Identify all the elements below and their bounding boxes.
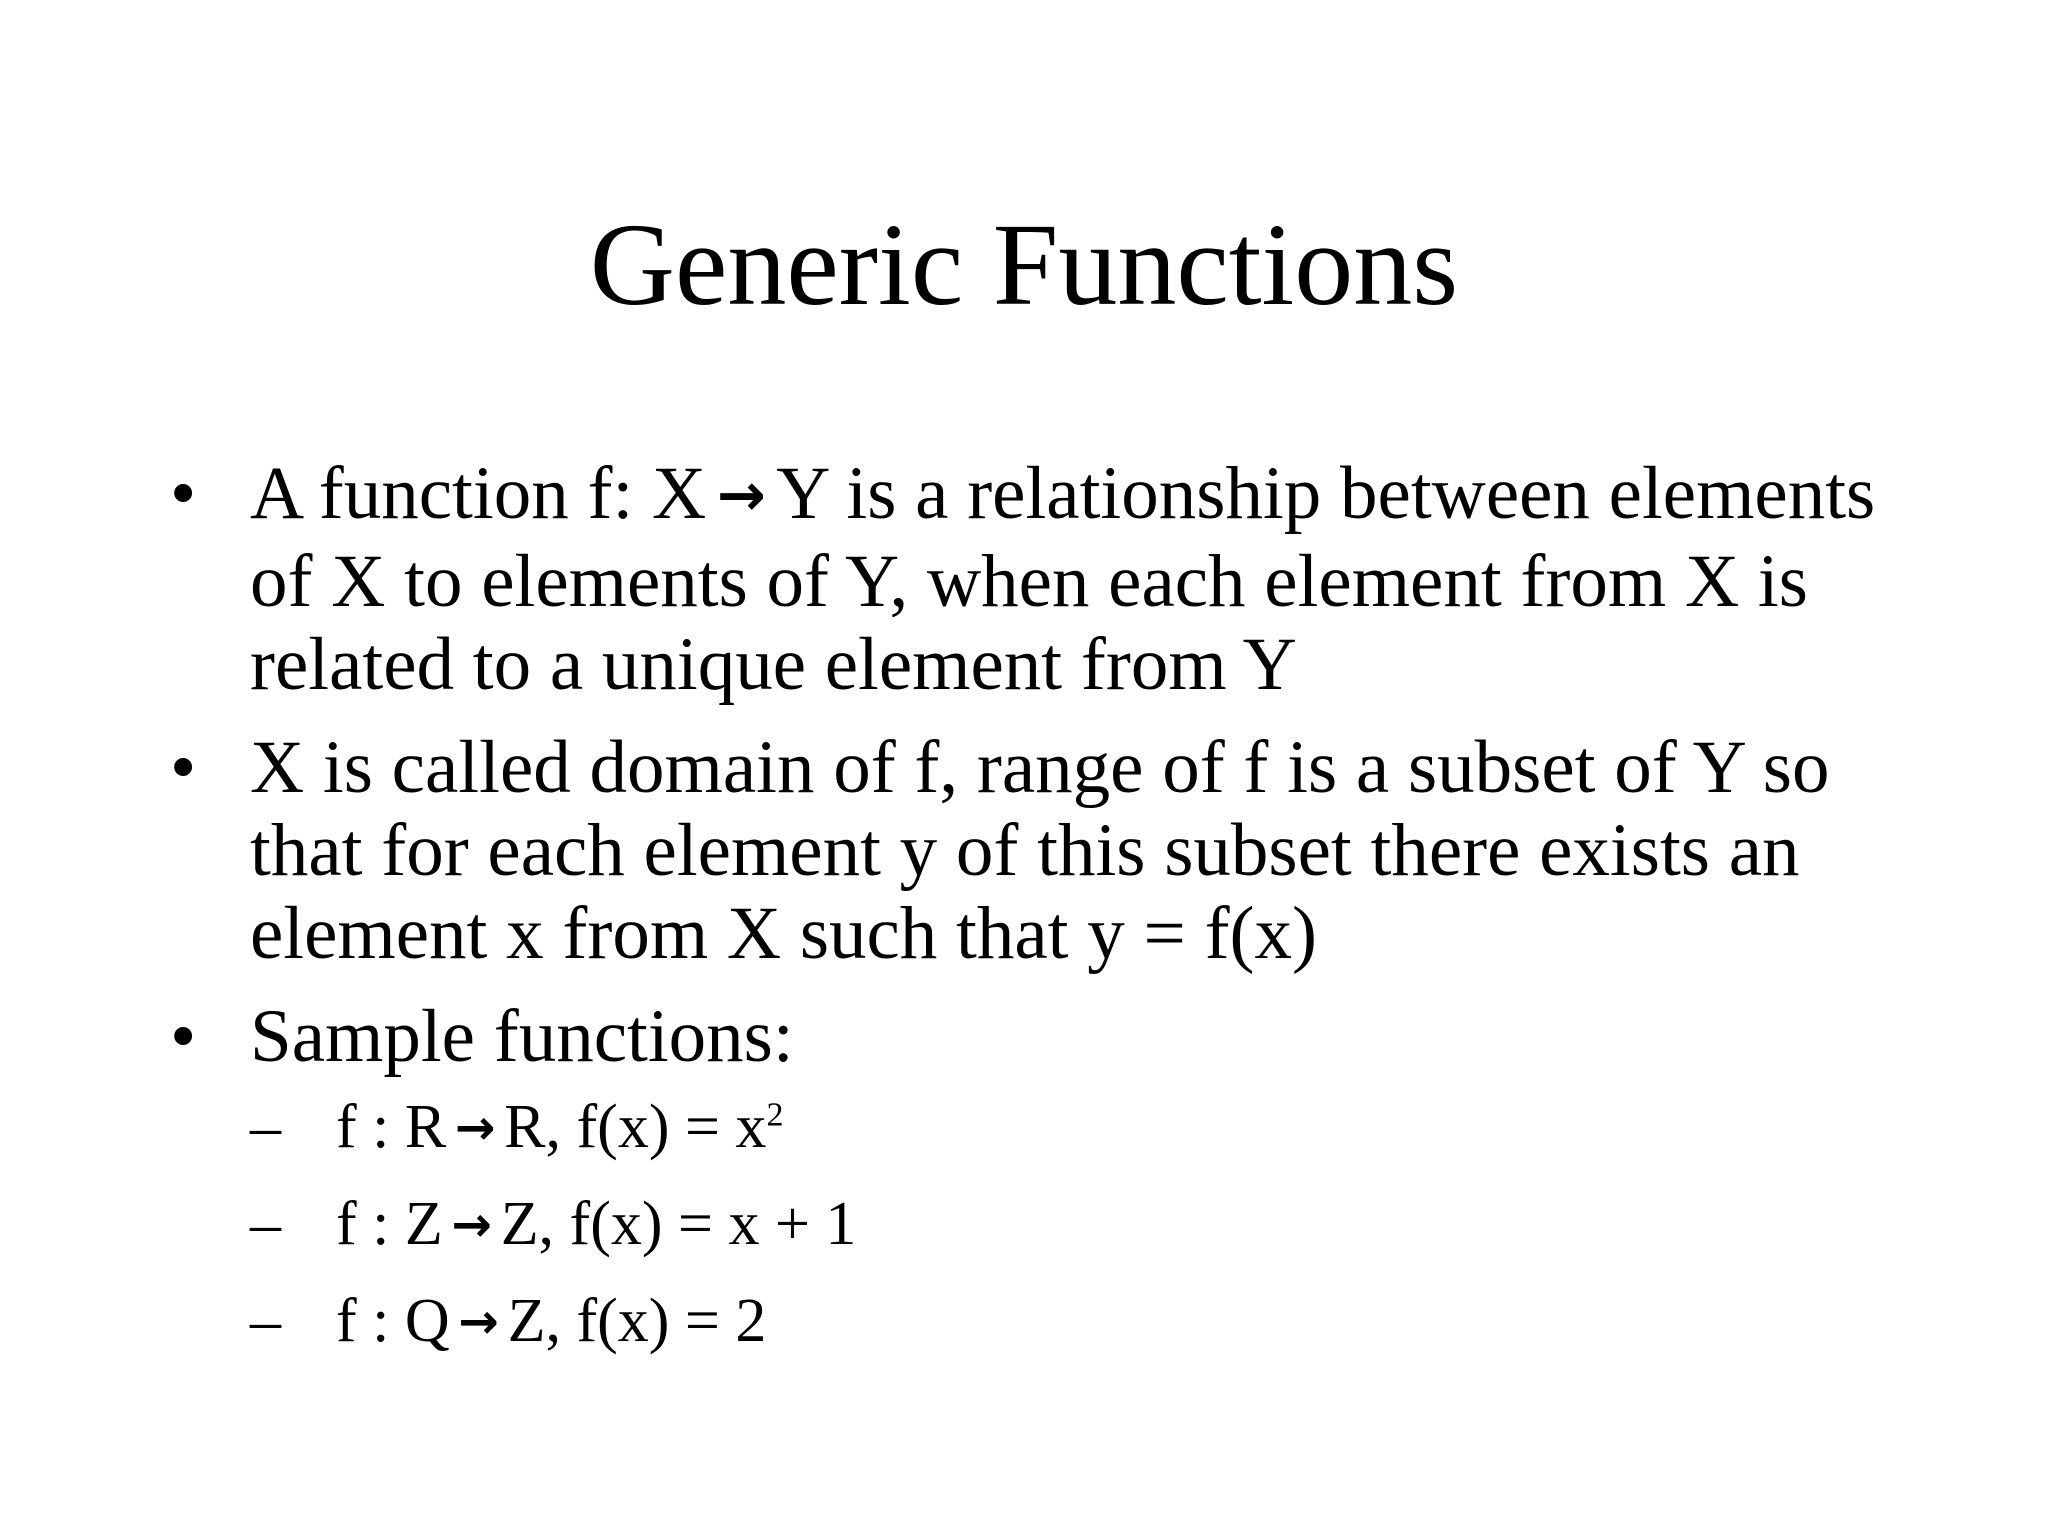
sample-function-item: [250, 1189, 1910, 1263]
bullet-marker: •: [170, 452, 197, 535]
bullet-text: X is called domain of f, range of f is a subset of Y so that for each element y of this subset there exists an element x from X such that y = f(x): [250, 726, 1830, 975]
arrow-right-icon: →: [458, 1294, 499, 1351]
slide-title: Generic Functions: [589, 199, 1459, 330]
bullet-list: [170, 452, 1910, 1383]
arrow-right-icon: →: [716, 460, 766, 529]
arrow-right-icon: →: [451, 1197, 492, 1254]
bullet-text-end: Y is a relationship between elements of X to elements of Y, when each element from X is related to a unique element from Y: [250, 452, 1876, 706]
sample-function-formula: R, f(x) = x: [504, 1093, 767, 1161]
sample-function-domain: f : Q: [336, 1287, 450, 1355]
sample-function-item: [250, 1092, 1910, 1166]
bullet-item-domain-range: [170, 726, 1910, 975]
bullet-text: Sample functions:: [250, 995, 794, 1078]
arrow-right-icon: →: [454, 1100, 496, 1157]
bullet-item-function-definition: [170, 452, 1910, 706]
sample-function-list: [250, 1092, 1910, 1360]
sample-function-item: [250, 1286, 1910, 1360]
sub-bullet-marker: –: [250, 1093, 281, 1161]
bullet-marker: •: [170, 995, 197, 1078]
exponent: 2: [766, 1096, 784, 1134]
sub-bullet-marker: –: [250, 1287, 281, 1355]
bullet-text-start: A function f: X: [250, 452, 707, 535]
sample-function-domain: f : R: [336, 1093, 447, 1161]
sub-bullet-marker: –: [250, 1190, 281, 1258]
sample-function-formula: Z, f(x) = x + 1: [500, 1190, 857, 1258]
sample-function-formula: Z, f(x) = 2: [507, 1287, 767, 1355]
bullet-marker: •: [170, 726, 197, 809]
sample-function-domain: f : Z: [336, 1190, 443, 1258]
bullet-item-sample-functions: [170, 995, 1910, 1360]
